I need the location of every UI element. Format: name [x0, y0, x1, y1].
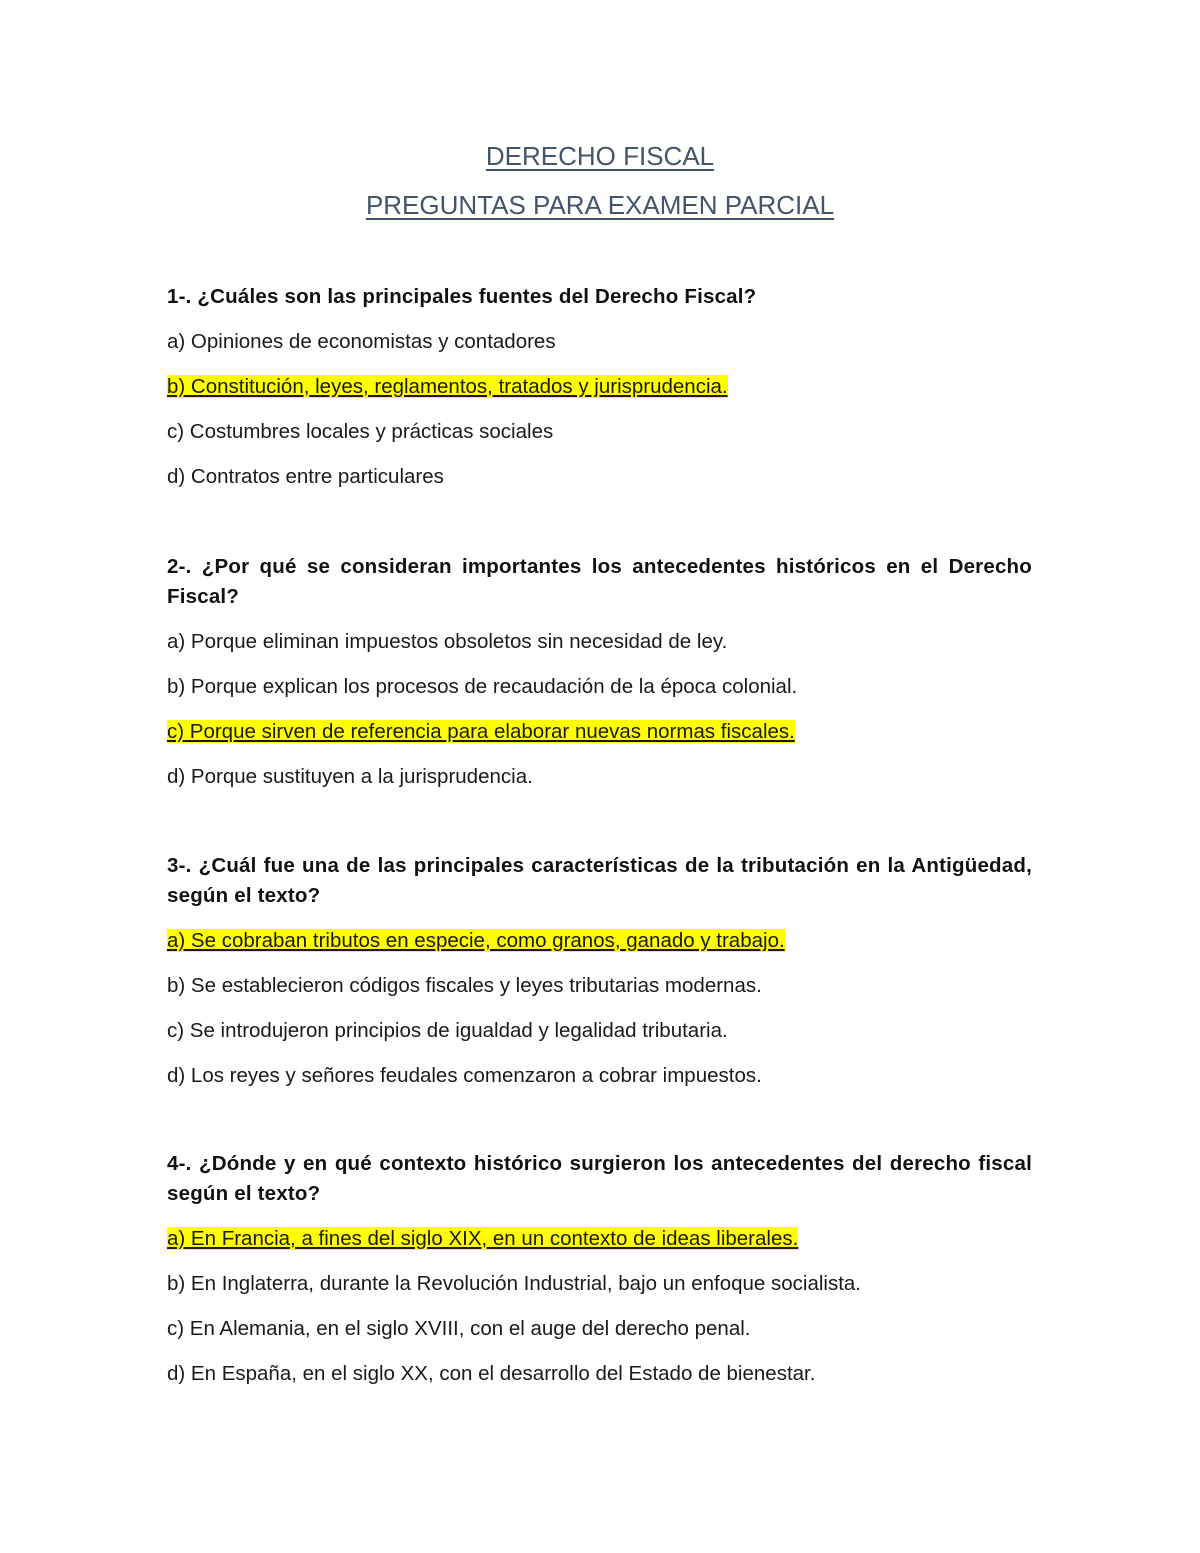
option-text: a) Opiniones de economistas y contadores [167, 330, 556, 353]
answer-option [167, 1351, 1032, 1396]
option-text: b) Porque explican los procesos de recaudación de la época colonial. [167, 675, 798, 698]
options [167, 619, 1032, 799]
option-text: d) En España, en el siglo XX, con el desarrollo del Estado de bienestar. [167, 1362, 816, 1385]
answer-option [167, 754, 1032, 799]
option-text: a) En Francia, a fines del siglo XIX, en un contexto de ideas liberales. [167, 1227, 799, 1250]
options [167, 319, 1032, 499]
answer-option-correct [167, 918, 1032, 963]
question-text: 4-. ¿Dónde y en qué contexto histórico surgieron los antecedentes del derecho fiscal según el texto? [167, 1152, 1032, 1205]
answer-option [167, 619, 1032, 664]
option-text: b) En Inglaterra, durante la Revolución Industrial, bajo un enfoque socialista. [167, 1272, 862, 1295]
option-text: a) Porque eliminan impuestos obsoletos sin necesidad de ley. [167, 630, 728, 653]
option-text: b) Constitución, leyes, reglamentos, tratados y jurisprudencia. [167, 375, 728, 398]
options [167, 1216, 1032, 1396]
options [167, 918, 1032, 1098]
option-text: b) Se establecieron códigos fiscales y leyes tributarias modernas. [167, 974, 762, 997]
question-3 [167, 851, 1032, 1098]
question-text: 1-. ¿Cuáles son las principales fuentes del Derecho Fiscal? [167, 285, 757, 308]
question-2 [167, 552, 1032, 799]
option-text: c) Costumbres locales y prácticas sociales [167, 420, 554, 443]
question-text: 3-. ¿Cuál fue una de las principales características de la tributación en la Antigüedad, según el texto? [167, 854, 1032, 907]
answer-option [167, 1008, 1032, 1053]
answer-option [167, 409, 1032, 454]
option-text: c) En Alemania, en el siglo XVIII, con el auge del derecho penal. [167, 1317, 751, 1340]
option-text: d) Los reyes y señores feudales comenzaron a cobrar impuestos. [167, 1064, 762, 1087]
question-text: 2-. ¿Por qué se consideran importantes los antecedentes históricos en el Derecho Fiscal? [167, 555, 1032, 608]
option-text: c) Se introdujeron principios de igualdad y legalidad tributaria. [167, 1019, 728, 1042]
answer-option [167, 319, 1032, 364]
option-text: d) Contratos entre particulares [167, 465, 444, 488]
answer-option-correct [167, 1216, 1032, 1261]
option-text: d) Porque sustituyen a la jurisprudencia. [167, 765, 533, 788]
answer-option [167, 1306, 1032, 1351]
answer-option [167, 664, 1032, 709]
answer-option [167, 1053, 1032, 1098]
answer-option [167, 963, 1032, 1008]
option-text: a) Se cobraban tributos en especie, como granos, ganado y trabajo. [167, 929, 785, 952]
answer-option [167, 1261, 1032, 1306]
document-subtitle: PREGUNTAS PARA EXAMEN PARCIAL [365, 190, 835, 220]
document-title: DERECHO FISCAL [485, 141, 715, 171]
option-text: c) Porque sirven de referencia para elaborar nuevas normas fiscales. [167, 720, 795, 743]
answer-option-correct [167, 364, 1032, 409]
question-4 [167, 1149, 1032, 1396]
answer-option-correct [167, 709, 1032, 754]
answer-option [167, 454, 1032, 499]
question-1 [167, 282, 1032, 499]
